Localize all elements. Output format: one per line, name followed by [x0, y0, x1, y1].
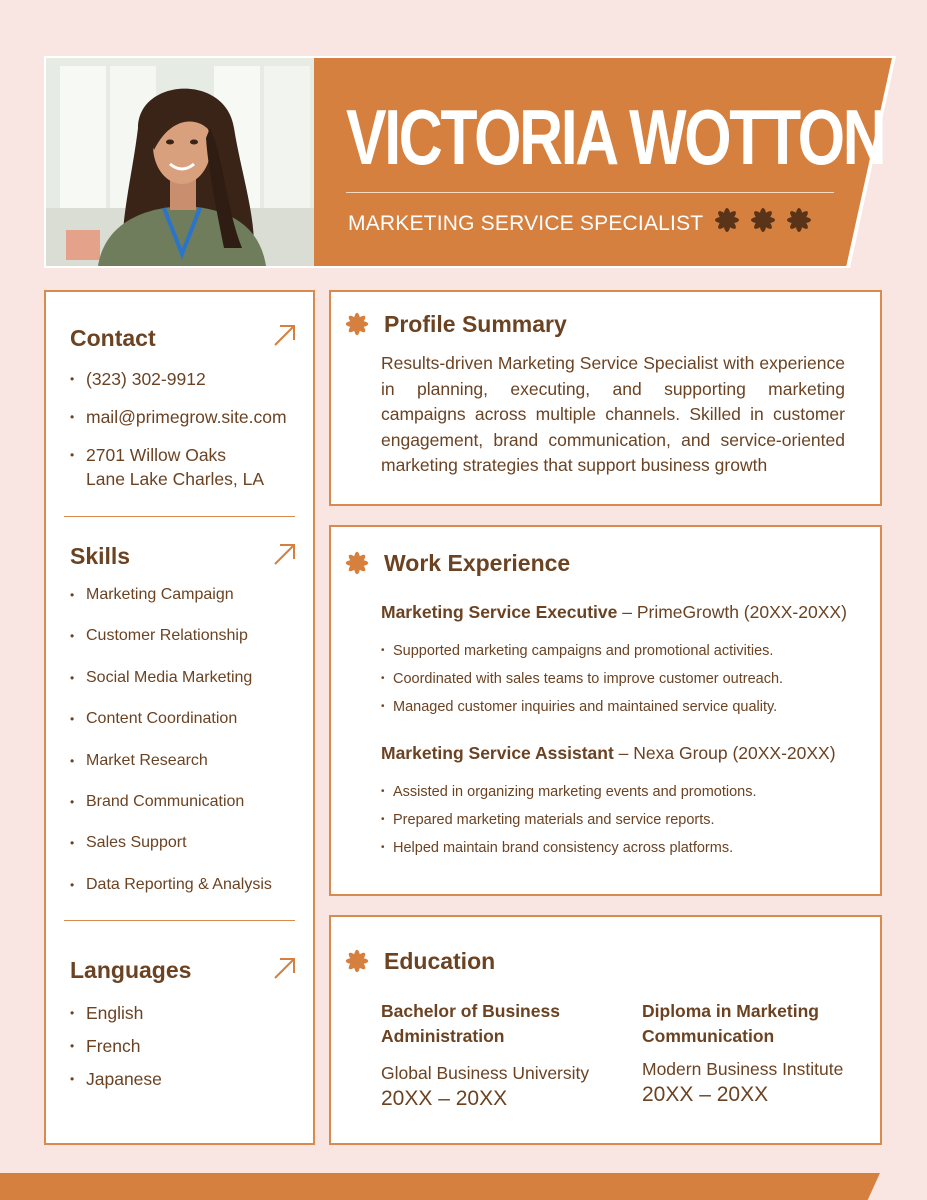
job-role: Marketing Service Executive — [381, 602, 618, 622]
flower-icon — [343, 549, 371, 577]
profile-summary: Results-driven Marketing Service Specialist with experience in planning, executing, and supporting marketing campaigns across multiple channels. Skilled in customer engagement, brand communication, and service-oriented marketing strategies that support business growth — [381, 353, 845, 475]
list-item: • Supported marketing campaigns and promotional activities. — [381, 637, 861, 665]
list-item: • English — [70, 1001, 305, 1025]
list-item: • Prepared marketing materials and service reports. — [381, 806, 861, 834]
list-item: • Managed customer inquiries and maintained service quality. — [381, 693, 861, 721]
flower-icon — [784, 205, 814, 235]
profile-heading: Profile Summary — [384, 311, 567, 337]
education-entry-1 — [381, 999, 621, 1113]
list-item: • Coordinated with sales teams to improve customer outreach. — [381, 665, 861, 693]
list-item: • Market Research — [70, 750, 305, 772]
languages-list — [70, 1001, 305, 1091]
degree-line-1: Diploma in Marketing — [642, 1001, 819, 1021]
list-item: • Social Media Marketing — [70, 667, 305, 689]
job-company: – PrimeGrowth (20XX-20XX) — [617, 602, 847, 622]
list-item: • Helped maintain brand consistency across platforms. — [381, 834, 861, 862]
skills-heading: Skills — [70, 543, 131, 569]
flower-icon — [712, 205, 742, 235]
arrow-up-right-icon — [272, 322, 298, 348]
arrow-up-right-icon — [272, 541, 298, 567]
sidebar-divider — [64, 920, 295, 921]
address-line-1: 2701 Willow Oaks — [86, 445, 227, 465]
list-item: • Brand Communication — [70, 791, 305, 813]
list-item: • Assisted in organizing marketing events and promotions. — [381, 778, 861, 806]
school-name: Global Business University — [381, 1063, 590, 1083]
portrait-photo-icon — [46, 58, 314, 266]
profile-photo — [46, 58, 314, 266]
address-line-2: Lane Lake Charles, LA — [86, 469, 265, 489]
flower-icon — [748, 205, 778, 235]
skills-list — [70, 584, 305, 896]
job-2-bullets — [381, 778, 861, 862]
work-heading: Work Experience — [384, 550, 571, 576]
contact-heading: Contact — [70, 325, 156, 351]
list-item: • Content Coordination — [70, 708, 305, 730]
arrow-up-right-icon — [272, 955, 298, 981]
list-item: • Sales Support — [70, 832, 305, 854]
degree-line-2: Administration — [381, 1026, 505, 1046]
contact-email: • mail@primegrow.site.com — [70, 405, 305, 429]
education-heading: Education — [384, 948, 496, 974]
languages-heading: Languages — [70, 957, 192, 983]
education-years: 20XX – 20XX — [381, 1087, 508, 1110]
ornament-group — [712, 205, 814, 241]
list-item: • French — [70, 1034, 305, 1058]
contact-list — [70, 367, 305, 491]
degree-line-2: Communication — [642, 1026, 775, 1046]
education-entry-2 — [642, 999, 872, 1109]
job-title: MARKETING SERVICE SPECIALIST — [348, 212, 704, 235]
list-item: • Japanese — [70, 1067, 305, 1091]
degree-line-1: Bachelor of Business — [381, 1001, 560, 1021]
sidebar-divider — [64, 516, 295, 517]
footer-band — [0, 1173, 880, 1200]
flower-icon — [343, 947, 371, 975]
list-item: • Customer Relationship — [70, 625, 305, 647]
job-1-bullets — [381, 637, 861, 721]
contact-phone: • (323) 302-9912 — [70, 367, 305, 391]
education-years: 20XX – 20XX — [642, 1083, 769, 1106]
candidate-name: VICTORIA WOTTON — [346, 93, 885, 181]
job-company: – Nexa Group (20XX-20XX) — [613, 743, 836, 763]
school-name: Modern Business Institute — [642, 1059, 844, 1079]
contact-address — [70, 443, 305, 491]
job-entry-2 — [381, 741, 836, 765]
job-entry-1 — [381, 600, 847, 624]
flower-icon — [343, 310, 371, 338]
list-item: • Marketing Campaign — [70, 584, 305, 606]
header-divider — [346, 192, 834, 193]
list-item: • Data Reporting & Analysis — [70, 874, 305, 896]
job-role: Marketing Service Assistant — [381, 743, 614, 763]
